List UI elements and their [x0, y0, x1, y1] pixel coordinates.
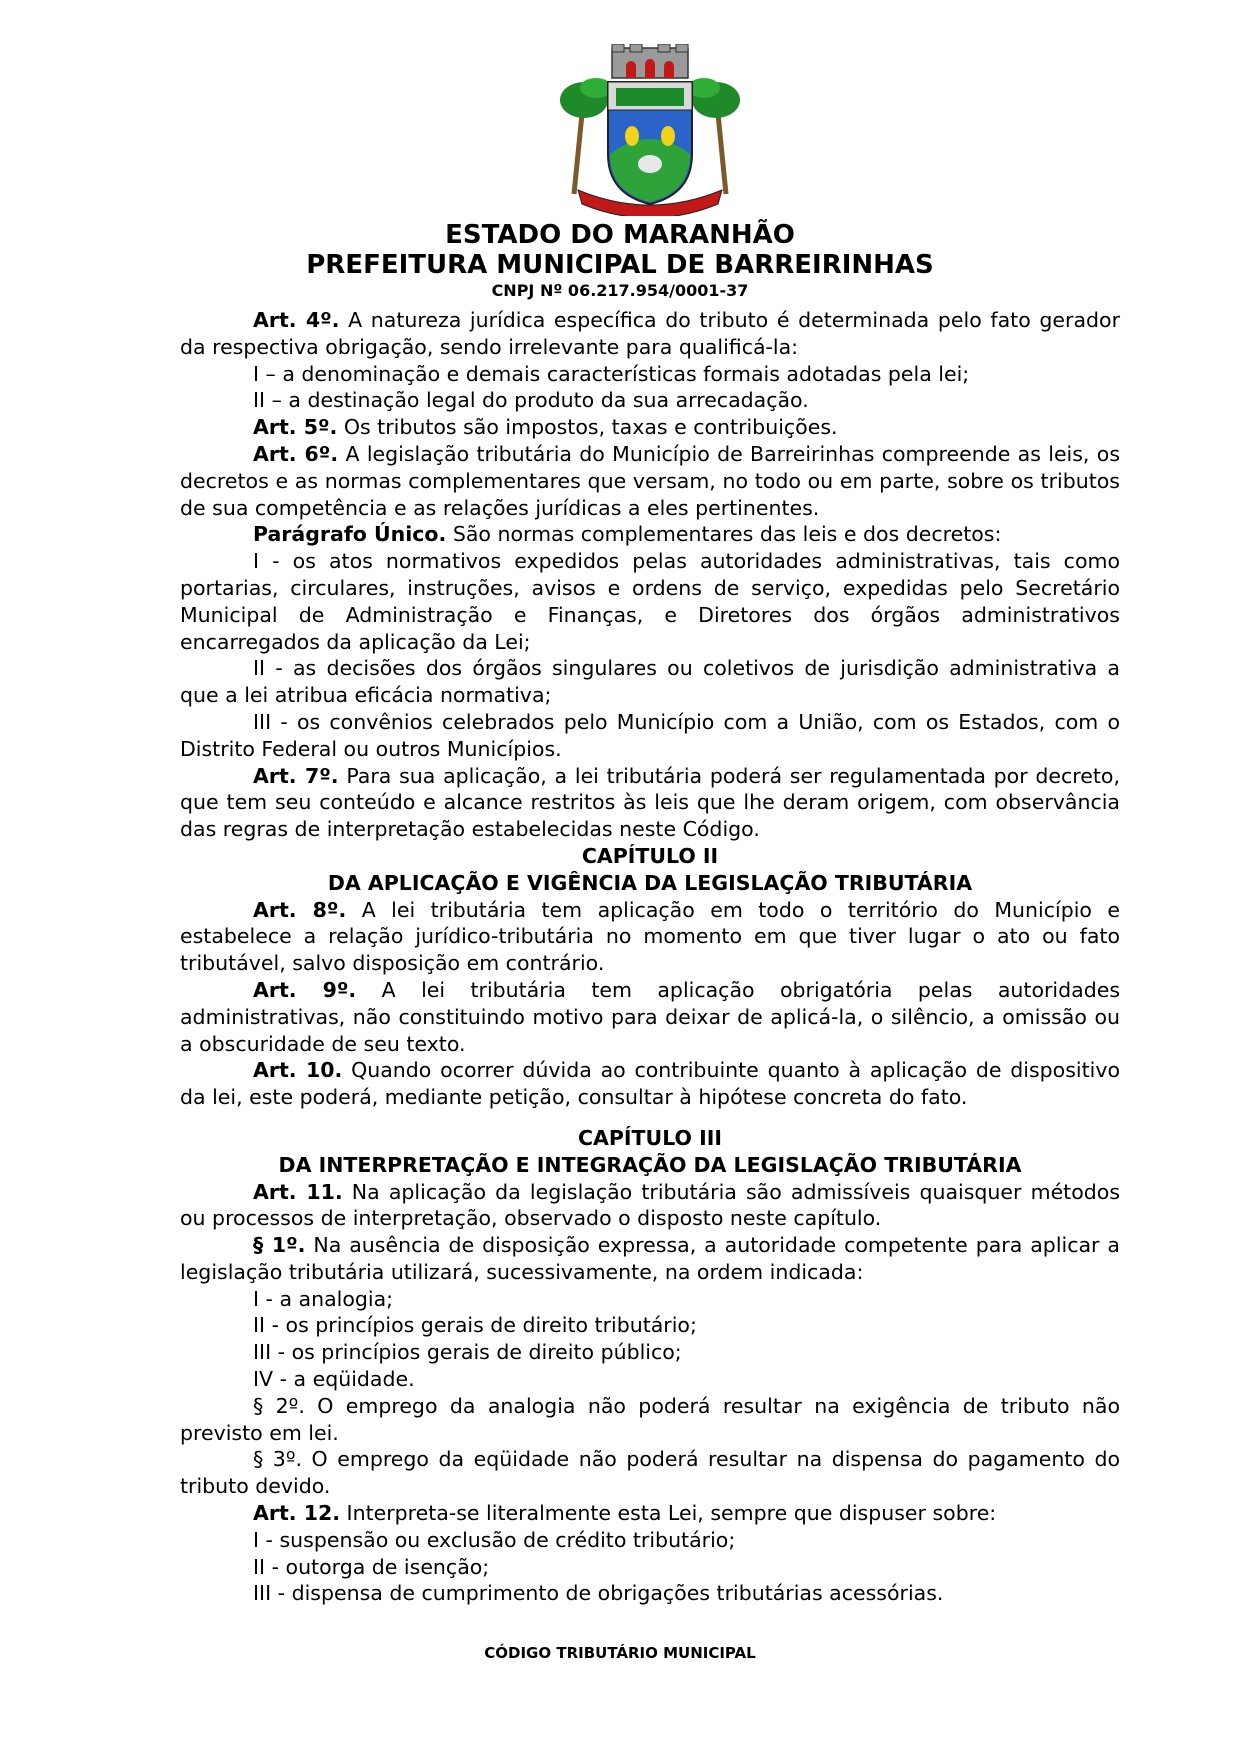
- item-text: III - os princípios gerais de direito público;: [253, 1340, 682, 1365]
- article-text: A lei tributária tem aplicação obrigatória pelas autoridades administrativas, não constituindo motivo para deixar de aplicá-la, o silêncio, a omissão ou a obscuridade de seu texto.: [180, 977, 1120, 1056]
- article-text: Interpreta-se literalmente esta Lei, sempre que dispuser sobre:: [340, 1501, 997, 1526]
- paragraph: [180, 1179, 1120, 1233]
- article-text: Na aplicação da legislação tributária são admissíveis quaisquer métodos ou processos de interpretação, observado o disposto neste capítulo.: [180, 1179, 1121, 1231]
- article-text: A lei tributária tem aplicação em todo o território do Município e estabelece a relação jurídico-tributária no momento em que tiver lugar o ato ou fato tributável, salvo disposição em contrário.: [180, 897, 1120, 976]
- paragraph: [180, 655, 1120, 709]
- item-text: § 3º. O emprego da eqüidade não poderá resultar na dispensa do pagamento do tributo devido.: [180, 1447, 1120, 1499]
- article-lead: Art. 11.: [253, 1179, 343, 1204]
- chapter-title: CAPÍTULO III: [578, 1125, 722, 1150]
- paragraph: [180, 1527, 1120, 1554]
- item-text: § 2º. O emprego da analogia não poderá resultar na exigência de tributo não previsto em lei.: [180, 1393, 1120, 1445]
- paragraph: [180, 709, 1120, 763]
- paragraph: [180, 763, 1120, 843]
- paragraph: [180, 1232, 1120, 1286]
- paragraph: [180, 307, 1120, 361]
- paragraph: [180, 1500, 1120, 1527]
- item-text: IV - a eqüidade.: [253, 1367, 415, 1392]
- page-footer: CÓDIGO TRIBUTÁRIO MUNICIPAL: [484, 1644, 756, 1662]
- article-text: A legislação tributária do Município de Barreirinhas compreende as leis, os decretos e as normas complementares que versam, no todo ou em parte, sobre os tributos de sua competência e as relações jurídicas a eles pertinentes.: [180, 441, 1120, 520]
- paragraph: [180, 521, 1120, 548]
- paragraph: [180, 1286, 1120, 1313]
- chapter-subtitle: DA APLICAÇÃO E VIGÊNCIA DA LEGISLAÇÃO TRIBUTÁRIA: [327, 870, 973, 895]
- article-lead: Art. 10.: [253, 1058, 343, 1083]
- article-lead: Art. 5º.: [253, 415, 338, 440]
- article-text: São normas complementares das leis e dos decretos:: [446, 522, 1002, 547]
- item-text: III - os convênios celebrados pelo Município com a União, com os Estados, com o Distrito Federal ou outros Municípios.: [180, 709, 1120, 761]
- article-lead: Art. 6º.: [253, 441, 339, 466]
- chapter-title: CAPÍTULO II: [581, 843, 719, 868]
- municipal-crest-logo: [560, 44, 740, 216]
- article-text: Na ausência de disposição expressa, a autoridade competente para aplicar a legislação tributária utilizará, sucessivamente, na ordem indicada:: [180, 1233, 1120, 1284]
- document-header: [0, 220, 1240, 302]
- paragraph: [180, 1580, 1120, 1607]
- paragraph: [180, 361, 1120, 388]
- article-lead: Art. 12.: [253, 1501, 341, 1526]
- document-body: [180, 307, 1120, 1607]
- article-lead: Art. 9º.: [253, 977, 357, 1002]
- article-text: A natureza jurídica específica do tributo é determinada pelo fato gerador da respectiva obrigação, sendo irrelevante para qualificá-la:: [180, 308, 1121, 359]
- item-text: I - os atos normativos expedidos pelas autoridades administrativas, tais como portarias, circulares, instruções, avisos e ordens de serviço, expedidas pelo Secretário Municipal de Administração e Finanças, e Diretores dos órgãos administrativos encarregados da aplicação da Lei;: [180, 549, 1120, 654]
- paragraph: [180, 414, 1120, 441]
- item-text: I - suspensão ou exclusão de crédito tributário;: [253, 1527, 736, 1552]
- item-text: II - os princípios gerais de direito tributário;: [253, 1313, 697, 1338]
- item-text: II - as decisões dos órgãos singulares ou coletivos de jurisdição administrativa a que a lei atribua eficácia normativa;: [180, 656, 1120, 708]
- paragraph: [180, 548, 1120, 655]
- paragraph-lead: Parágrafo Único.: [253, 522, 447, 547]
- paragraph: [180, 1339, 1120, 1366]
- paragraph: [180, 441, 1120, 521]
- article-lead: Art. 8º.: [253, 897, 347, 922]
- chapter-subtitle: DA INTERPRETAÇÃO E INTEGRAÇÃO DA LEGISLAÇÃO TRIBUTÁRIA: [278, 1152, 1022, 1177]
- paragraph: [180, 1312, 1120, 1339]
- article-text: Para sua aplicação, a lei tributária poderá ser regulamentada por decreto, que tem seu conteúdo e alcance restritos às leis que lhe deram origem, com observância das regras de interpretação estabelecidas neste Código.: [180, 763, 1120, 842]
- article-lead: Art. 4º.: [253, 308, 340, 332]
- paragraph: [180, 1057, 1120, 1111]
- prefecture-title: PREFEITURA MUNICIPAL DE BARREIRINHAS: [306, 250, 934, 280]
- section-lead: § 1º.: [253, 1233, 306, 1258]
- item-text: I – a denominação e demais características formais adotadas pela lei;: [253, 361, 970, 386]
- cnpj-line: CNPJ Nº 06.217.954/0001-37: [491, 281, 749, 300]
- article-text: Quando ocorrer dúvida ao contribuinte quanto à aplicação de dispositivo da lei, este poderá, mediante petição, consultar à hipótese concreta do fato.: [180, 1058, 1120, 1110]
- state-title: ESTADO DO MARANHÃO: [445, 220, 795, 250]
- paragraph: [180, 1366, 1120, 1393]
- article-text: Os tributos são impostos, taxas e contribuições.: [337, 415, 838, 440]
- paragraph: [180, 1554, 1120, 1581]
- paragraph: [180, 387, 1120, 414]
- paragraph: [180, 1393, 1120, 1447]
- paragraph: [180, 1446, 1120, 1500]
- item-text: II – a destinação legal do produto da sua arrecadação.: [253, 388, 809, 413]
- item-text: III - dispensa de cumprimento de obrigações tributárias acessórias.: [253, 1581, 944, 1606]
- paragraph: [180, 897, 1120, 977]
- item-text: II - outorga de isenção;: [253, 1554, 490, 1579]
- paragraph: [180, 977, 1120, 1057]
- article-lead: Art. 7º.: [253, 763, 339, 788]
- item-text: I - a analogia;: [253, 1286, 394, 1311]
